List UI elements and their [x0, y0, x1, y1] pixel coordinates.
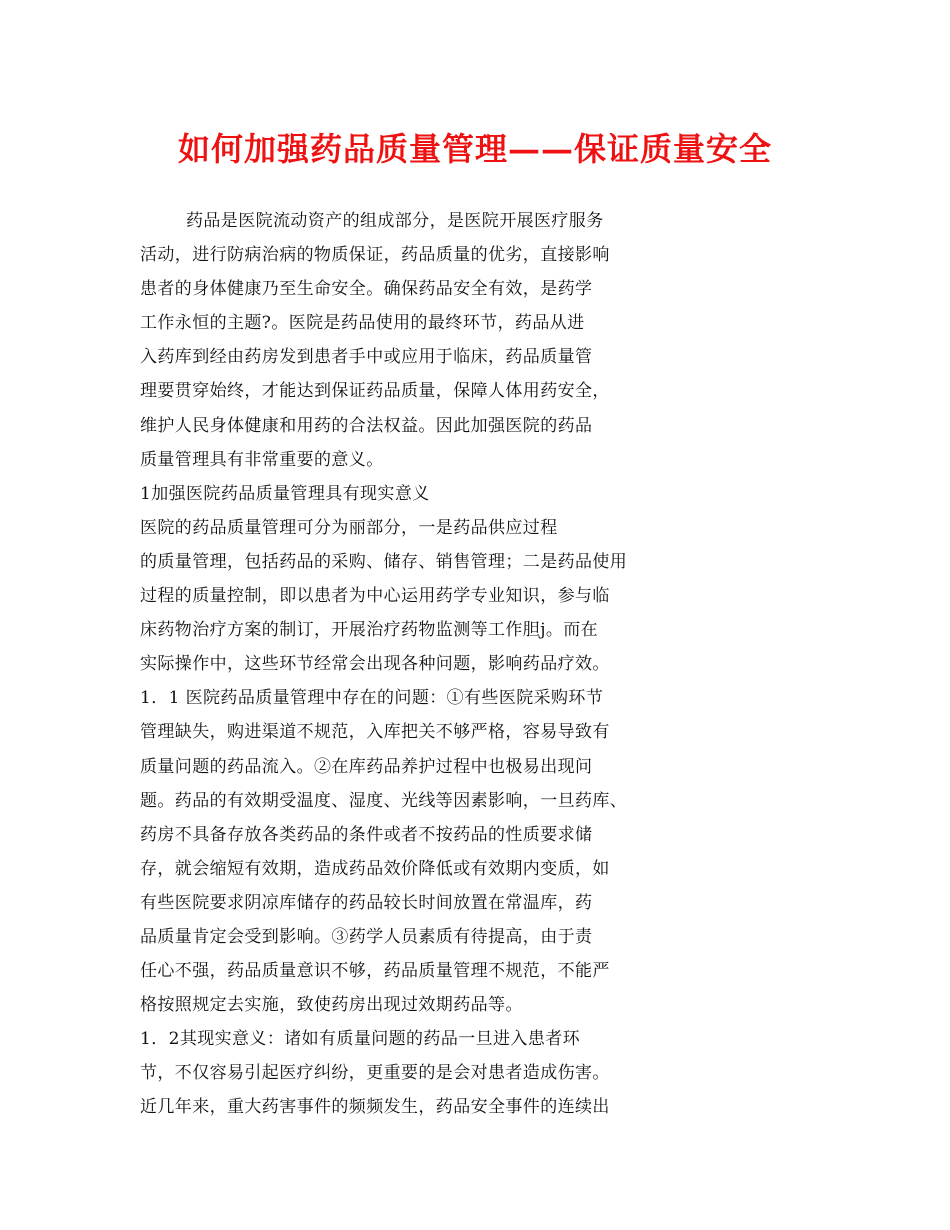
body-text-line: 理要贯穿始终，才能达到保证药品质量，保障人体用药安全， — [140, 381, 610, 402]
body-text-line: 入药库到经由药房发到患者手中或应用于临床，药品质量管 — [140, 347, 593, 368]
body-text-line: 的质量管理，包括药品的采购、储存、销售管理；二是药品使用 — [140, 551, 628, 572]
body-text-line: 节，不仅容易引起医疗纠纷，更重要的是会对患者造成伤害。 — [140, 1063, 610, 1084]
body-text-line: 患者的身体健康乃至生命安全。确保药品安全有效，是药学 — [140, 279, 593, 300]
document-title: 如何加强药品质量管理——保证质量安全 — [177, 130, 772, 168]
body-text-line: 1加强医院药品质量管理具有现实意义 — [140, 483, 430, 504]
body-text-line: 有些医院要求阴凉库储存的药品较长时间放置在常温库，药 — [140, 892, 593, 913]
body-text-line: 1．2其现实意义：诸如有质量问题的药品一旦进入患者环 — [140, 1029, 581, 1050]
body-text-line: 品质量肯定会受到影响。③药学人员素质有待提高，由于责 — [140, 926, 593, 947]
body-text-line: 任心不强，药品质量意识不够，药品质量管理不规范，不能严 — [140, 961, 610, 982]
body-text-line: 管理缺失，购进渠道不规范，入库把关不够严格，容易导致有 — [140, 722, 610, 743]
body-text-line: 质量问题的药品流入。②在库药品养护过程中也极易出现问 — [140, 756, 593, 777]
body-text-line: 工作永恒的主题?。医院是药品使用的最终环节，药品从进 — [140, 313, 585, 334]
body-text-line: 近几年来，重大药害事件的频频发生，药品安全事件的连续出 — [140, 1097, 610, 1118]
body-text-line: 药品是医院流动资产的组成部分，是医院开展医疗服务 — [186, 211, 604, 231]
body-text-line: 活动，进行防病治病的物质保证，药品质量的优劣，直接影响 — [140, 245, 610, 266]
body-text-line: 过程的质量控制，即以患者为中心运用药学专业知识，参与临 — [140, 586, 610, 607]
body-text-line: 床药物治疗方案的制订，开展治疗药物监测等工作胆j。而在 — [140, 620, 599, 641]
body-text-line: 1．1 医院药品质量管理中存在的问题：①有些医院采购环节 — [140, 688, 604, 709]
body-text-line: 题。药品的有效期受温度、湿度、光线等因素影响，一旦药库、 — [140, 790, 628, 811]
body-text-line: 维护人民身体健康和用药的合法权益。因此加强医院的药品 — [140, 415, 593, 436]
body-text-line: 存，就会缩短有效期，造成药品效价降低或有效期内变质，如 — [140, 858, 610, 879]
document-body — [140, 204, 680, 1125]
body-text-line: 格按照规定去实施，致使药房出现过效期药品等。 — [140, 995, 523, 1016]
body-text-line: 药房不具备存放各类药品的条件或者不按药品的性质要求储 — [140, 824, 593, 845]
body-text-line: 医院的药品质量管理可分为丽部分，一是药品供应过程 — [140, 517, 558, 538]
body-text-line: 实际操作中，这些环节经常会出现各种问题，影响药品疗效。 — [140, 654, 610, 675]
body-text-line: 质量管理具有非常重要的意义。 — [140, 449, 384, 470]
